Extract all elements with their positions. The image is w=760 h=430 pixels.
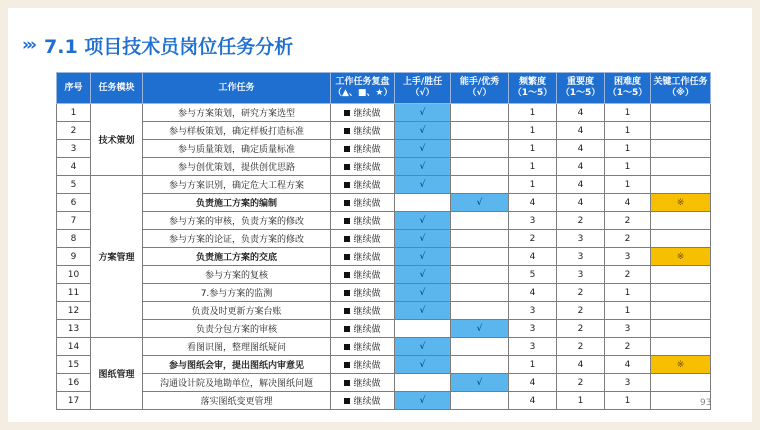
row-review — [331, 374, 395, 392]
filled-square-icon — [344, 362, 350, 368]
row-start-mark: √ — [395, 356, 451, 374]
row-seq: 9 — [57, 248, 91, 266]
row-review — [331, 338, 395, 356]
row-frequency: 3 — [509, 302, 557, 320]
row-key-mark — [651, 338, 711, 356]
row-frequency: 4 — [509, 392, 557, 410]
row-review — [331, 248, 395, 266]
page-title: 7.1 项目技术员岗位任务分析 — [44, 35, 294, 58]
row-expert-mark — [451, 302, 509, 320]
row-importance: 2 — [557, 320, 605, 338]
row-task: 落实图纸变更管理 — [143, 392, 331, 410]
filled-square-icon — [344, 164, 350, 170]
slide — [8, 8, 752, 422]
module-cell: 图纸管理 — [91, 338, 143, 410]
row-review — [331, 230, 395, 248]
row-task: 参与方案的复核 — [143, 266, 331, 284]
row-task: 参与方案的论证，负责方案的修改 — [143, 230, 331, 248]
row-seq: 3 — [57, 140, 91, 158]
row-importance: 4 — [557, 104, 605, 122]
row-review — [331, 392, 395, 410]
table-row — [57, 392, 711, 410]
table-row — [57, 230, 711, 248]
row-expert-mark — [451, 212, 509, 230]
row-review — [331, 158, 395, 176]
row-seq: 4 — [57, 158, 91, 176]
row-seq: 5 — [57, 176, 91, 194]
row-seq: 8 — [57, 230, 91, 248]
header-task: 工作任务 — [143, 73, 331, 104]
row-importance: 1 — [557, 392, 605, 410]
row-expert-mark — [451, 158, 509, 176]
table-row — [57, 158, 711, 176]
row-difficulty: 1 — [605, 104, 651, 122]
row-importance: 4 — [557, 176, 605, 194]
row-key-mark — [651, 122, 711, 140]
row-importance: 4 — [557, 356, 605, 374]
module-cell: 方案管理 — [91, 176, 143, 338]
header-module: 任务模块 — [91, 73, 143, 104]
row-difficulty: 1 — [605, 176, 651, 194]
filled-square-icon — [344, 290, 350, 296]
row-frequency: 1 — [509, 104, 557, 122]
row-start-mark — [395, 320, 451, 338]
header-importance: 重要度 （1～5） — [557, 73, 605, 104]
row-seq: 2 — [57, 122, 91, 140]
review-label: 继续做 — [353, 235, 381, 245]
filled-square-icon — [344, 218, 350, 224]
review-label: 继续做 — [353, 145, 381, 155]
row-start-mark: √ — [395, 392, 451, 410]
task-analysis-table — [56, 72, 711, 410]
row-importance: 4 — [557, 194, 605, 212]
row-start-mark: √ — [395, 122, 451, 140]
row-start-mark: √ — [395, 248, 451, 266]
table-header-row — [57, 73, 711, 104]
row-seq: 14 — [57, 338, 91, 356]
row-key-mark — [651, 284, 711, 302]
row-expert-mark: √ — [451, 320, 509, 338]
row-difficulty: 1 — [605, 158, 651, 176]
table-row — [57, 374, 711, 392]
row-task: 看图识图，整理图纸疑问 — [143, 338, 331, 356]
row-task: 参与创优策划，提供创优思路 — [143, 158, 331, 176]
row-expert-mark: √ — [451, 194, 509, 212]
row-frequency: 4 — [509, 284, 557, 302]
row-start-mark: √ — [395, 302, 451, 320]
row-start-mark: √ — [395, 266, 451, 284]
header-review: 工作任务复盘 （▲、■、★） — [331, 73, 395, 104]
row-start-mark — [395, 374, 451, 392]
row-task: 参与样板策划，确定样板打造标准 — [143, 122, 331, 140]
page-number: 93 — [700, 398, 712, 408]
table-row — [57, 194, 711, 212]
table-row — [57, 140, 711, 158]
row-review — [331, 266, 395, 284]
filled-square-icon — [344, 398, 350, 404]
row-key-mark: ※ — [651, 356, 711, 374]
row-seq: 17 — [57, 392, 91, 410]
row-importance: 4 — [557, 158, 605, 176]
row-review — [331, 284, 395, 302]
row-task: 参与质量策划，确定质量标准 — [143, 140, 331, 158]
row-difficulty: 2 — [605, 230, 651, 248]
row-frequency: 1 — [509, 140, 557, 158]
row-frequency: 1 — [509, 356, 557, 374]
module-cell: 技术策划 — [91, 104, 143, 176]
row-task: 参与图纸会审，提出图纸内审意见 — [143, 356, 331, 374]
row-difficulty: 1 — [605, 140, 651, 158]
row-expert-mark — [451, 122, 509, 140]
filled-square-icon — [344, 236, 350, 242]
row-difficulty: 3 — [605, 320, 651, 338]
row-key-mark — [651, 302, 711, 320]
row-review — [331, 194, 395, 212]
row-task: 沟通设计院及地勘单位，解决图纸问题 — [143, 374, 331, 392]
filled-square-icon — [344, 146, 350, 152]
row-review — [331, 320, 395, 338]
row-difficulty: 3 — [605, 248, 651, 266]
row-importance: 2 — [557, 212, 605, 230]
review-label: 继续做 — [353, 271, 381, 281]
row-review — [331, 176, 395, 194]
row-expert-mark — [451, 338, 509, 356]
review-label: 继续做 — [353, 325, 381, 335]
review-label: 继续做 — [353, 163, 381, 173]
row-expert-mark — [451, 104, 509, 122]
review-label: 继续做 — [353, 307, 381, 317]
row-seq: 16 — [57, 374, 91, 392]
filled-square-icon — [344, 326, 350, 332]
row-seq: 11 — [57, 284, 91, 302]
header-key-task: 关键工作任务 （※） — [651, 73, 711, 104]
table-row — [57, 248, 711, 266]
row-start-mark: √ — [395, 140, 451, 158]
row-expert-mark: √ — [451, 374, 509, 392]
row-key-mark — [651, 158, 711, 176]
row-task: 负责分包方案的审核 — [143, 320, 331, 338]
row-key-mark: ※ — [651, 194, 711, 212]
row-seq: 13 — [57, 320, 91, 338]
row-start-mark: √ — [395, 212, 451, 230]
row-review — [331, 356, 395, 374]
header-expert: 能手/优秀 （√） — [451, 73, 509, 104]
table-row — [57, 320, 711, 338]
review-label: 继续做 — [353, 109, 381, 119]
row-review — [331, 104, 395, 122]
row-start-mark: √ — [395, 230, 451, 248]
table-row — [57, 302, 711, 320]
review-label: 继续做 — [353, 343, 381, 353]
filled-square-icon — [344, 308, 350, 314]
row-task: 参与方案识别，确定危大工程方案 — [143, 176, 331, 194]
row-expert-mark — [451, 284, 509, 302]
row-importance: 3 — [557, 230, 605, 248]
row-start-mark — [395, 194, 451, 212]
row-frequency: 3 — [509, 212, 557, 230]
row-expert-mark — [451, 230, 509, 248]
row-frequency: 4 — [509, 194, 557, 212]
header-start: 上手/胜任 （√） — [395, 73, 451, 104]
row-frequency: 1 — [509, 122, 557, 140]
review-label: 继续做 — [353, 397, 381, 407]
filled-square-icon — [344, 254, 350, 260]
filled-square-icon — [344, 182, 350, 188]
row-seq: 1 — [57, 104, 91, 122]
row-review — [331, 122, 395, 140]
row-expert-mark — [451, 176, 509, 194]
row-review — [331, 302, 395, 320]
row-importance: 4 — [557, 122, 605, 140]
row-importance: 2 — [557, 284, 605, 302]
row-seq: 7 — [57, 212, 91, 230]
row-start-mark: √ — [395, 104, 451, 122]
row-frequency: 3 — [509, 338, 557, 356]
row-seq: 12 — [57, 302, 91, 320]
header-seq: 序号 — [57, 73, 91, 104]
title-row — [22, 30, 293, 60]
row-key-mark — [651, 176, 711, 194]
table-row — [57, 356, 711, 374]
row-difficulty: 1 — [605, 302, 651, 320]
row-expert-mark — [451, 140, 509, 158]
row-importance: 2 — [557, 374, 605, 392]
row-importance: 4 — [557, 140, 605, 158]
filled-square-icon — [344, 110, 350, 116]
row-difficulty: 4 — [605, 194, 651, 212]
review-label: 继续做 — [353, 181, 381, 191]
review-label: 继续做 — [353, 199, 381, 209]
row-difficulty: 2 — [605, 266, 651, 284]
table-row — [57, 338, 711, 356]
row-difficulty: 1 — [605, 122, 651, 140]
row-difficulty: 2 — [605, 212, 651, 230]
row-key-mark — [651, 104, 711, 122]
row-seq: 10 — [57, 266, 91, 284]
row-importance: 3 — [557, 266, 605, 284]
row-frequency: 4 — [509, 248, 557, 266]
filled-square-icon — [344, 200, 350, 206]
row-review — [331, 140, 395, 158]
row-expert-mark — [451, 392, 509, 410]
table-row — [57, 122, 711, 140]
review-label: 继续做 — [353, 289, 381, 299]
row-difficulty: 1 — [605, 392, 651, 410]
row-frequency: 5 — [509, 266, 557, 284]
row-task: 参与方案的审核，负责方案的修改 — [143, 212, 331, 230]
row-importance: 2 — [557, 338, 605, 356]
row-key-mark — [651, 212, 711, 230]
row-start-mark: √ — [395, 284, 451, 302]
review-label: 继续做 — [353, 361, 381, 371]
row-expert-mark — [451, 266, 509, 284]
row-task: 7.参与方案的监测 — [143, 284, 331, 302]
row-frequency: 1 — [509, 158, 557, 176]
header-frequency: 频繁度 （1～5） — [509, 73, 557, 104]
filled-square-icon — [344, 380, 350, 386]
table-row — [57, 284, 711, 302]
table-row — [57, 212, 711, 230]
row-key-mark — [651, 374, 711, 392]
row-frequency: 2 — [509, 230, 557, 248]
header-difficulty: 困难度 （1～5） — [605, 73, 651, 104]
table-row — [57, 176, 711, 194]
row-review — [331, 212, 395, 230]
row-task: 负责及时更新方案台账 — [143, 302, 331, 320]
row-seq: 6 — [57, 194, 91, 212]
row-difficulty: 1 — [605, 284, 651, 302]
row-difficulty: 3 — [605, 374, 651, 392]
row-task: 负责施工方案的交底 — [143, 248, 331, 266]
row-key-mark: ※ — [651, 248, 711, 266]
row-expert-mark — [451, 356, 509, 374]
double-chevron-right-icon: ››› — [22, 35, 35, 55]
row-frequency: 3 — [509, 320, 557, 338]
filled-square-icon — [344, 128, 350, 134]
row-task: 负责施工方案的编制 — [143, 194, 331, 212]
row-expert-mark — [451, 248, 509, 266]
row-start-mark: √ — [395, 338, 451, 356]
row-key-mark — [651, 266, 711, 284]
row-key-mark — [651, 140, 711, 158]
row-difficulty: 4 — [605, 356, 651, 374]
row-start-mark: √ — [395, 158, 451, 176]
table-row — [57, 104, 711, 122]
row-importance: 2 — [557, 302, 605, 320]
row-start-mark: √ — [395, 176, 451, 194]
row-importance: 3 — [557, 248, 605, 266]
row-key-mark — [651, 230, 711, 248]
review-label: 继续做 — [353, 127, 381, 137]
row-difficulty: 2 — [605, 338, 651, 356]
row-frequency: 4 — [509, 374, 557, 392]
filled-square-icon — [344, 344, 350, 350]
table-row — [57, 266, 711, 284]
row-seq: 15 — [57, 356, 91, 374]
row-key-mark — [651, 320, 711, 338]
review-label: 继续做 — [353, 217, 381, 227]
filled-square-icon — [344, 272, 350, 278]
review-label: 继续做 — [353, 253, 381, 263]
row-task: 参与方案策划，研究方案选型 — [143, 104, 331, 122]
review-label: 继续做 — [353, 379, 381, 389]
row-frequency: 1 — [509, 176, 557, 194]
